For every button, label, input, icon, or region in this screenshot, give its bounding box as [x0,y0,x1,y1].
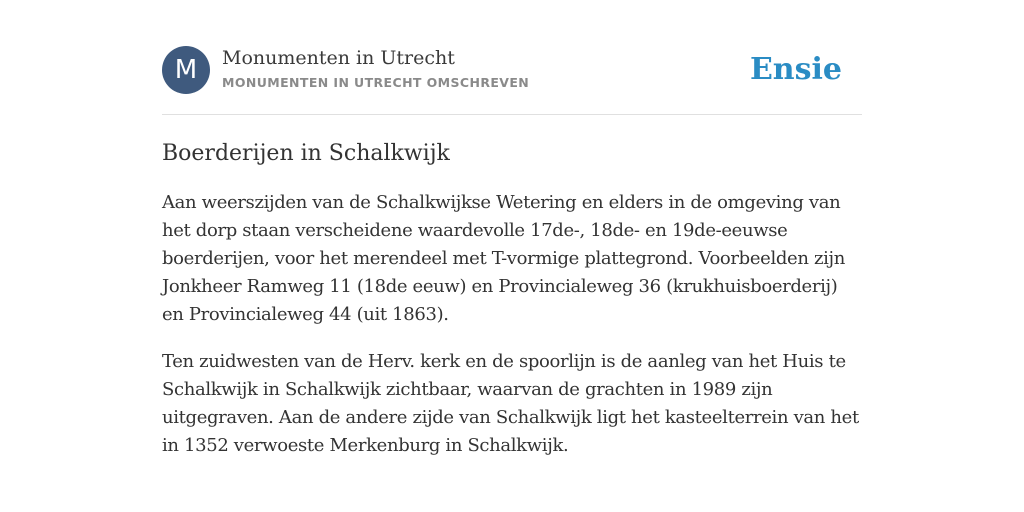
ensie-logo[interactable]: Ensie [749,52,842,87]
source-name[interactable]: Monumenten in Utrecht [222,47,455,69]
article-paragraph-2: Ten zuidwesten van de Herv. kerk en de spoorlijn is de aanleg van het Huis te Schalkwijk in Schalkwijk zichtbaar, waarvan de grachten in 1989 zijn uitgegraven. Aan de andere zijde van Schalkwijk ligt het kasteelterrein van het in 1352 verwoeste Merkenburg in Schalkwijk. [162,351,859,456]
article-paragraph-1: Aan weerszijden van de Schalkwijkse Wetering en elders in de omgeving van het dorp staan verscheidene waardevolle 17de-, 18de- en 19de-eeuwse boerderijen, voor het merendeel met T-vormige plattegrond. Voorbeelden zijn Jonkheer Ramweg 11 (18de eeuw) en Provincialeweg 36 (krukhuisboerderij) en Provincialeweg 44 (uit 1863). [162,192,845,325]
article-header [162,46,862,115]
article-card [162,46,862,460]
article-title: Boerderijen in Schalkwijk [162,141,450,166]
source-subtitle: MONUMENTEN IN UTRECHT OMSCHREVEN [222,75,530,90]
avatar[interactable]: M [162,46,210,94]
